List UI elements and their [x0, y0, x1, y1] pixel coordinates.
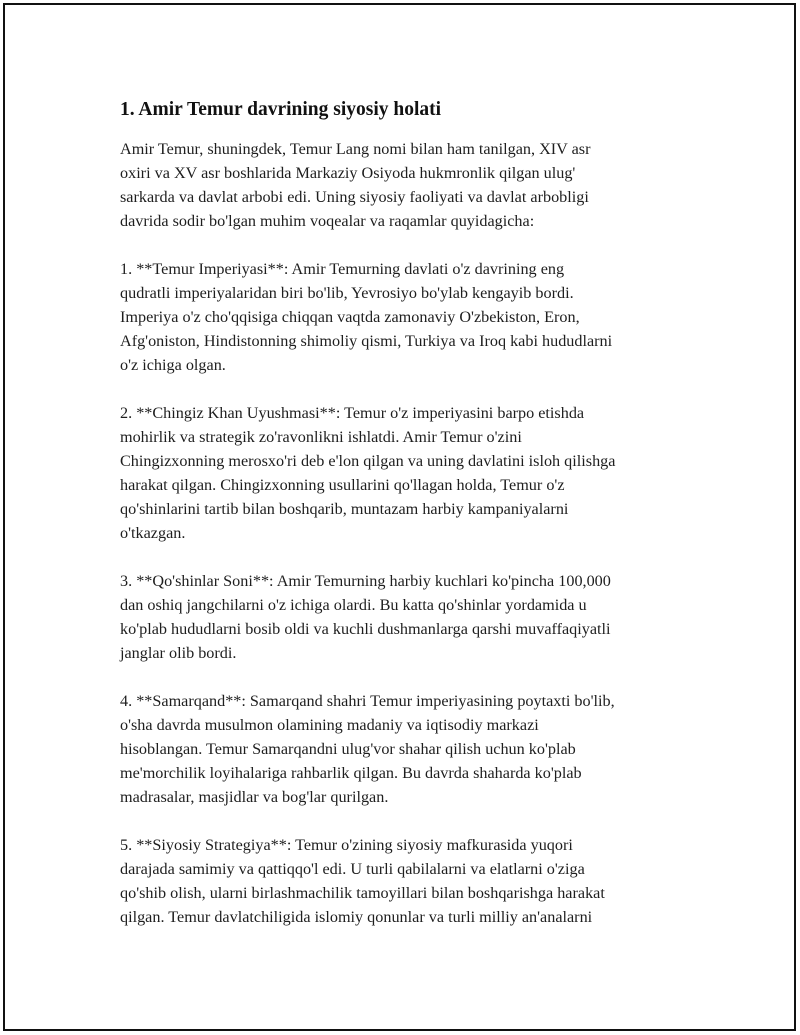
text-line: madrasalar, masjidlar va bog'lar qurilgan. [120, 788, 389, 806]
text-line: 4. **Samarqand**: Samarqand shahri Temur imperiyasining poytaxti bo'lib, [120, 692, 615, 710]
text-line: hisoblangan. Temur Samarqandni ulug'vor shahar qilish uchun ko'plab [120, 740, 576, 758]
text-line: Afg'oniston, Hindistonning shimoliy qismi, Turkiya va Iroq kabi hududlarni [120, 332, 613, 350]
list-item-siyosiy-strategiya [120, 833, 695, 929]
text-line: o'tkazgan. [120, 524, 186, 542]
text-line: davrida sodir bo'lgan muhim voqealar va raqamlar quyidagicha: [120, 212, 535, 230]
text-line: 1. **Temur Imperiyasi**: Amir Temurning davlati o'z davrining eng [120, 260, 565, 278]
text-line: Amir Temur, shuningdek, Temur Lang nomi bilan ham tanilgan, XIV asr [120, 140, 591, 158]
text-line: harakat qilgan. Chingizxonning usullarini qo'llagan holda, Temur o'z [120, 476, 565, 494]
text-line: qilgan. Temur davlatchiligida islomiy qonunlar va turli milliy an'analarni [120, 908, 593, 926]
text-line: qo'shib olish, ularni birlashmachilik tamoyillari bilan boshqarishga harakat [120, 884, 605, 902]
text-line: ko'plab hududlarni bosib oldi va kuchli dushmanlarga qarshi muvaffaqiyatli [120, 620, 611, 638]
text-line: o'z ichiga olgan. [120, 356, 226, 374]
text-line: darajada samimiy va qattiqqo'l edi. U turli qabilalarni va elatlarni o'ziga [120, 860, 585, 878]
list-item-samarqand [120, 689, 695, 809]
text-line: me'morchilik loyihalariga rahbarlik qilgan. Bu davrda shaharda ko'plab [120, 764, 582, 782]
text-line: 3. **Qo'shinlar Soni**: Amir Temurning harbiy kuchlari ko'pincha 100,000 [120, 572, 611, 590]
text-line: oxiri va XV asr boshlarida Markaziy Osiyoda hukmronlik qilgan ulug' [120, 164, 576, 182]
text-line: o'sha davrda musulmon olamining madaniy va iqtisodiy markazi [120, 716, 539, 734]
list-item-qoshinlar-soni [120, 569, 695, 665]
page-frame [3, 3, 796, 1031]
intro-paragraph [120, 137, 695, 233]
text-line: dan oshiq jangchilarni o'z ichiga olardi. Bu katta qo'shinlar yordamida u [120, 596, 587, 614]
text-line: 2. **Chingiz Khan Uyushmasi**: Temur o'z imperiyasini barpo etishda [120, 404, 585, 422]
text-line: qudratli imperiyalaridan biri bo'lib, Yevrosiyo bo'ylab kengayib bordi. [120, 284, 574, 302]
list-item-chingiz-khan-uyushmasi [120, 401, 695, 545]
document-body [120, 97, 695, 953]
text-line: sarkarda va davlat arbobi edi. Uning siyosiy faoliyati va davlat arbobligi [120, 188, 589, 206]
text-line: janglar olib bordi. [120, 644, 237, 662]
list-item-temur-imperiyasi [120, 257, 695, 377]
text-line: mohirlik va strategik zo'ravonlikni ishlatdi. Amir Temur o'zini [120, 428, 522, 446]
section-heading: 1. Amir Temur davrining siyosiy holati [120, 99, 442, 120]
text-line: Imperiya o'z cho'qqisiga chiqqan vaqtda zamonaviy O'zbekiston, Eron, [120, 308, 580, 326]
text-line: qo'shinlarini tartib bilan boshqarib, muntazam harbiy kampaniyalarni [120, 500, 569, 518]
text-line: 5. **Siyosiy Strategiya**: Temur o'zining siyosiy mafkurasida yuqori [120, 836, 573, 854]
text-line: Chingizxonning merosxo'ri deb e'lon qilgan va uning davlatini isloh qilishga [120, 452, 616, 470]
